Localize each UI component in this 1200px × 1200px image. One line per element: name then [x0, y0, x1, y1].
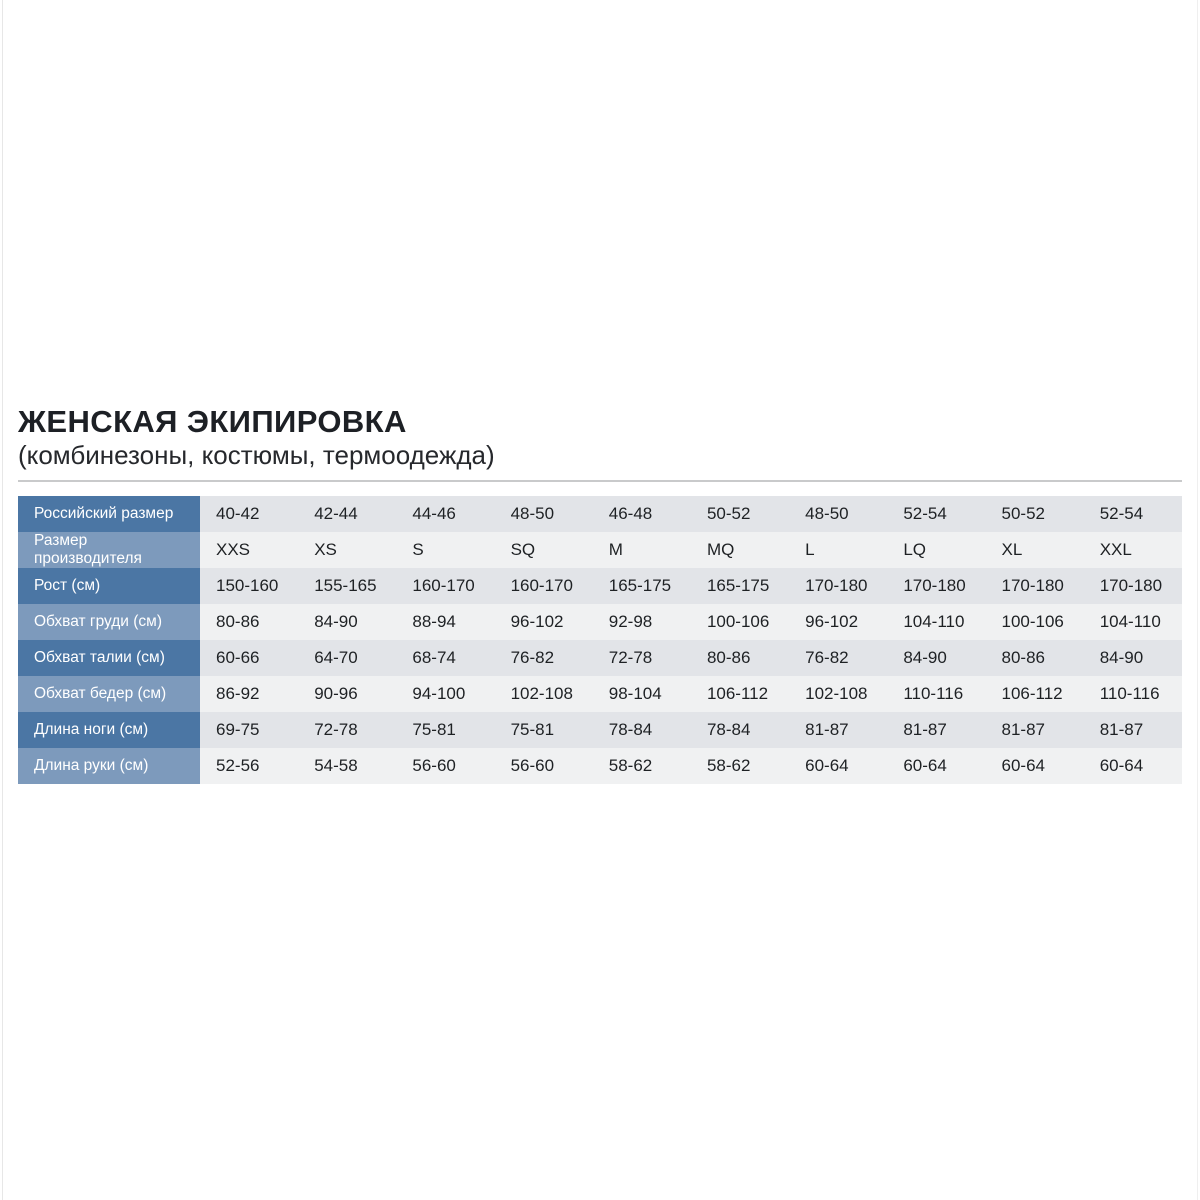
size-cell: 100-106: [986, 604, 1084, 640]
page-title: ЖЕНСКАЯ ЭКИПИРОВКА: [18, 404, 407, 439]
size-cell: 88-94: [396, 604, 494, 640]
size-cell: 96-102: [789, 604, 887, 640]
size-cell: 50-52: [691, 496, 789, 532]
size-cell: 100-106: [691, 604, 789, 640]
size-cell: 60-64: [986, 748, 1084, 784]
size-cell: 50-52: [986, 496, 1084, 532]
size-cell: 54-58: [298, 748, 396, 784]
size-cell: 46-48: [593, 496, 691, 532]
size-cell: 60-66: [200, 640, 298, 676]
size-cell: 60-64: [1084, 748, 1182, 784]
table-row: [18, 532, 1182, 568]
divider: [18, 480, 1182, 482]
size-cell: 81-87: [887, 712, 985, 748]
table-row: [18, 496, 1182, 532]
size-cell: 52-54: [1084, 496, 1182, 532]
table-row: [18, 568, 1182, 604]
size-cell: 44-46: [396, 496, 494, 532]
size-cell: 170-180: [986, 568, 1084, 604]
table-row: [18, 640, 1182, 676]
size-cell: 110-116: [1084, 676, 1182, 712]
size-cell: 102-108: [495, 676, 593, 712]
row-label: Обхват талии (см): [18, 640, 200, 676]
size-cell: LQ: [887, 532, 985, 568]
size-cell: M: [593, 532, 691, 568]
size-cell: 81-87: [986, 712, 1084, 748]
size-cell: 110-116: [887, 676, 985, 712]
size-cell: 48-50: [789, 496, 887, 532]
table-row: [18, 748, 1182, 784]
size-cell: 80-86: [986, 640, 1084, 676]
size-cell: 106-112: [986, 676, 1084, 712]
size-cell: MQ: [691, 532, 789, 568]
size-cell: 72-78: [298, 712, 396, 748]
size-cell: 56-60: [396, 748, 494, 784]
row-label: Размер производителя: [18, 532, 200, 568]
size-cell: 84-90: [887, 640, 985, 676]
size-cell: 155-165: [298, 568, 396, 604]
size-cell: 52-54: [887, 496, 985, 532]
size-cell: 58-62: [593, 748, 691, 784]
size-cell: 60-64: [887, 748, 985, 784]
size-table: [18, 496, 1182, 784]
size-cell: XL: [986, 532, 1084, 568]
size-cell: 75-81: [396, 712, 494, 748]
page-subtitle: (комбинезоны, костюмы, термоодежда): [18, 439, 495, 470]
size-cell: 58-62: [691, 748, 789, 784]
size-cell: 84-90: [1084, 640, 1182, 676]
table-row: [18, 712, 1182, 748]
size-cell: 150-160: [200, 568, 298, 604]
size-cell: 75-81: [495, 712, 593, 748]
size-cell: 80-86: [200, 604, 298, 640]
size-cell: 76-82: [789, 640, 887, 676]
size-cell: 160-170: [495, 568, 593, 604]
size-cell: 160-170: [396, 568, 494, 604]
size-cell: 96-102: [495, 604, 593, 640]
row-label: Российский размер: [18, 496, 200, 532]
size-cell: 76-82: [495, 640, 593, 676]
size-cell: L: [789, 532, 887, 568]
size-table-body: [18, 496, 1182, 784]
size-cell: 52-56: [200, 748, 298, 784]
size-cell: 86-92: [200, 676, 298, 712]
size-cell: 60-64: [789, 748, 887, 784]
size-cell: XXL: [1084, 532, 1182, 568]
size-cell: 69-75: [200, 712, 298, 748]
size-cell: 78-84: [691, 712, 789, 748]
size-cell: 56-60: [495, 748, 593, 784]
size-cell: 165-175: [691, 568, 789, 604]
size-cell: 42-44: [298, 496, 396, 532]
table-row: [18, 676, 1182, 712]
size-cell: 170-180: [789, 568, 887, 604]
size-cell: 84-90: [298, 604, 396, 640]
size-cell: 48-50: [495, 496, 593, 532]
size-cell: 72-78: [593, 640, 691, 676]
size-cell: XXS: [200, 532, 298, 568]
left-edge-line: [2, 0, 3, 1200]
size-cell: 90-96: [298, 676, 396, 712]
table-row: [18, 604, 1182, 640]
size-cell: S: [396, 532, 494, 568]
size-cell: 40-42: [200, 496, 298, 532]
row-label: Рост (см): [18, 568, 200, 604]
size-cell: 104-110: [887, 604, 985, 640]
size-cell: 92-98: [593, 604, 691, 640]
size-cell: 64-70: [298, 640, 396, 676]
size-cell: 78-84: [593, 712, 691, 748]
size-cell: SQ: [495, 532, 593, 568]
size-cell: 102-108: [789, 676, 887, 712]
size-cell: 98-104: [593, 676, 691, 712]
size-cell: XS: [298, 532, 396, 568]
row-label: Длина ноги (см): [18, 712, 200, 748]
title-block: [18, 0, 1182, 471]
right-edge-line: [1197, 0, 1198, 1200]
row-label: Обхват груди (см): [18, 604, 200, 640]
size-cell: 104-110: [1084, 604, 1182, 640]
size-cell: 94-100: [396, 676, 494, 712]
size-cell: 81-87: [1084, 712, 1182, 748]
size-cell: 170-180: [1084, 568, 1182, 604]
row-label: Длина руки (см): [18, 748, 200, 784]
size-cell: 170-180: [887, 568, 985, 604]
row-label: Обхват бедер (см): [18, 676, 200, 712]
size-cell: 68-74: [396, 640, 494, 676]
size-cell: 80-86: [691, 640, 789, 676]
size-cell: 165-175: [593, 568, 691, 604]
size-cell: 81-87: [789, 712, 887, 748]
size-cell: 106-112: [691, 676, 789, 712]
